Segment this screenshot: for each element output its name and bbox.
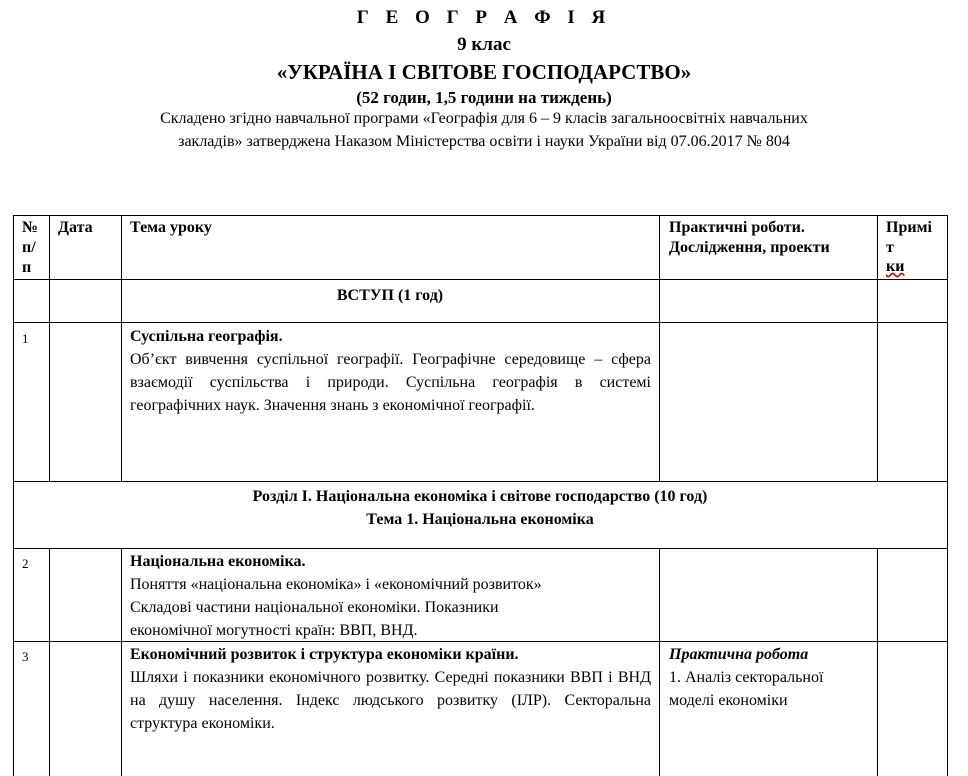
table-col-divider (659, 548, 660, 776)
table-col-divider (121, 215, 122, 481)
compiled-note-line1: Складено згідно навчальної програми «Географія для 6 – 9 класів загальноосвітніх навчальних (160, 110, 808, 127)
col-header-notes-line: т (886, 239, 894, 256)
table-divider (13, 322, 947, 323)
practical-work-text: 1. Аналіз секторальної моделі економіки (669, 669, 824, 709)
compiled-note-line2: закладів» затверджена Наказом Міністерства освіти і науки України від 07.06.2017 № 804 (178, 133, 790, 150)
table-border-right (947, 215, 948, 776)
col-header-date: Дата (58, 219, 93, 236)
practical-work-title: Практична робота (669, 646, 809, 663)
lesson-description-line: Поняття «національна економіка» і «економічний розвиток» (130, 576, 542, 593)
lesson-title: Економічний розвиток і структура економіки країни. (130, 646, 519, 663)
col-header-number (22, 218, 48, 278)
topic-title: Тема 1. Національна економіка (366, 511, 594, 528)
document-course-title: «УКРАЇНА І СВІТОВЕ ГОСПОДАРСТВО» (276, 60, 692, 84)
section-heading (13, 485, 947, 531)
col-header-notes (886, 218, 946, 276)
practical-work-cell (669, 643, 869, 712)
lesson-number: 3 (22, 649, 29, 664)
col-header-notes-line: ки (886, 258, 905, 275)
col-header-practical (669, 218, 875, 258)
lesson-topic-cell (130, 325, 651, 417)
lesson-title: Суспільна географія. (130, 328, 283, 345)
lesson-number: 1 (22, 331, 29, 346)
table-divider (13, 481, 947, 482)
lesson-description: Шляхи і показники економічного розвитку. Середні показники ВВП і ВНД на душу населення. Індекс людського розвитку (ІЛР). Секторальна структура економіки. (130, 669, 651, 732)
col-header-practical-line: Практичні роботи. (669, 219, 805, 236)
table-divider (13, 279, 947, 280)
table-col-divider (877, 548, 878, 776)
col-header-practical-line: Дослідження, проекти (669, 239, 830, 256)
lesson-title: Національна економіка. (130, 553, 306, 570)
intro-row-title: ВСТУП (1 год) (336, 287, 444, 304)
col-header-number-line: п (22, 259, 32, 276)
col-header-topic: Тема уроку (130, 219, 212, 236)
document-grade: 9 клас (457, 34, 511, 55)
document-hours: (52 годин, 1,5 години на тиждень) (356, 88, 612, 107)
table-col-divider (121, 548, 122, 776)
lesson-number: 2 (22, 556, 29, 571)
document-subject: Г Е О Г Р А Ф І Я (356, 7, 612, 28)
section-title: Розділ І. Національна економіка і світове господарство (10 год) (252, 488, 708, 505)
col-header-number-line: № (22, 219, 39, 236)
col-header-number-line: п/ (22, 239, 36, 256)
table-border-top (13, 215, 947, 216)
col-header-notes-line: Примі (886, 219, 932, 236)
lesson-topic-cell (130, 643, 651, 735)
lesson-description-line: економічної могутності країн: ВВП, ВНД. (130, 622, 418, 639)
lesson-topic-cell (130, 550, 655, 642)
table-col-divider (659, 215, 660, 481)
table-col-divider (877, 215, 878, 481)
table-col-divider (49, 215, 50, 481)
table-divider (13, 548, 947, 549)
lesson-description-line: Складові частини національної економіки. Показники (130, 599, 499, 616)
table-col-divider (49, 548, 50, 776)
lesson-description: Об’єкт вивчення суспільної географії. Географічне середовище – сфера взаємодії суспільства і природи. Суспільна географія в системі географічних наук. Значення знань з економічної географії. (130, 351, 651, 414)
